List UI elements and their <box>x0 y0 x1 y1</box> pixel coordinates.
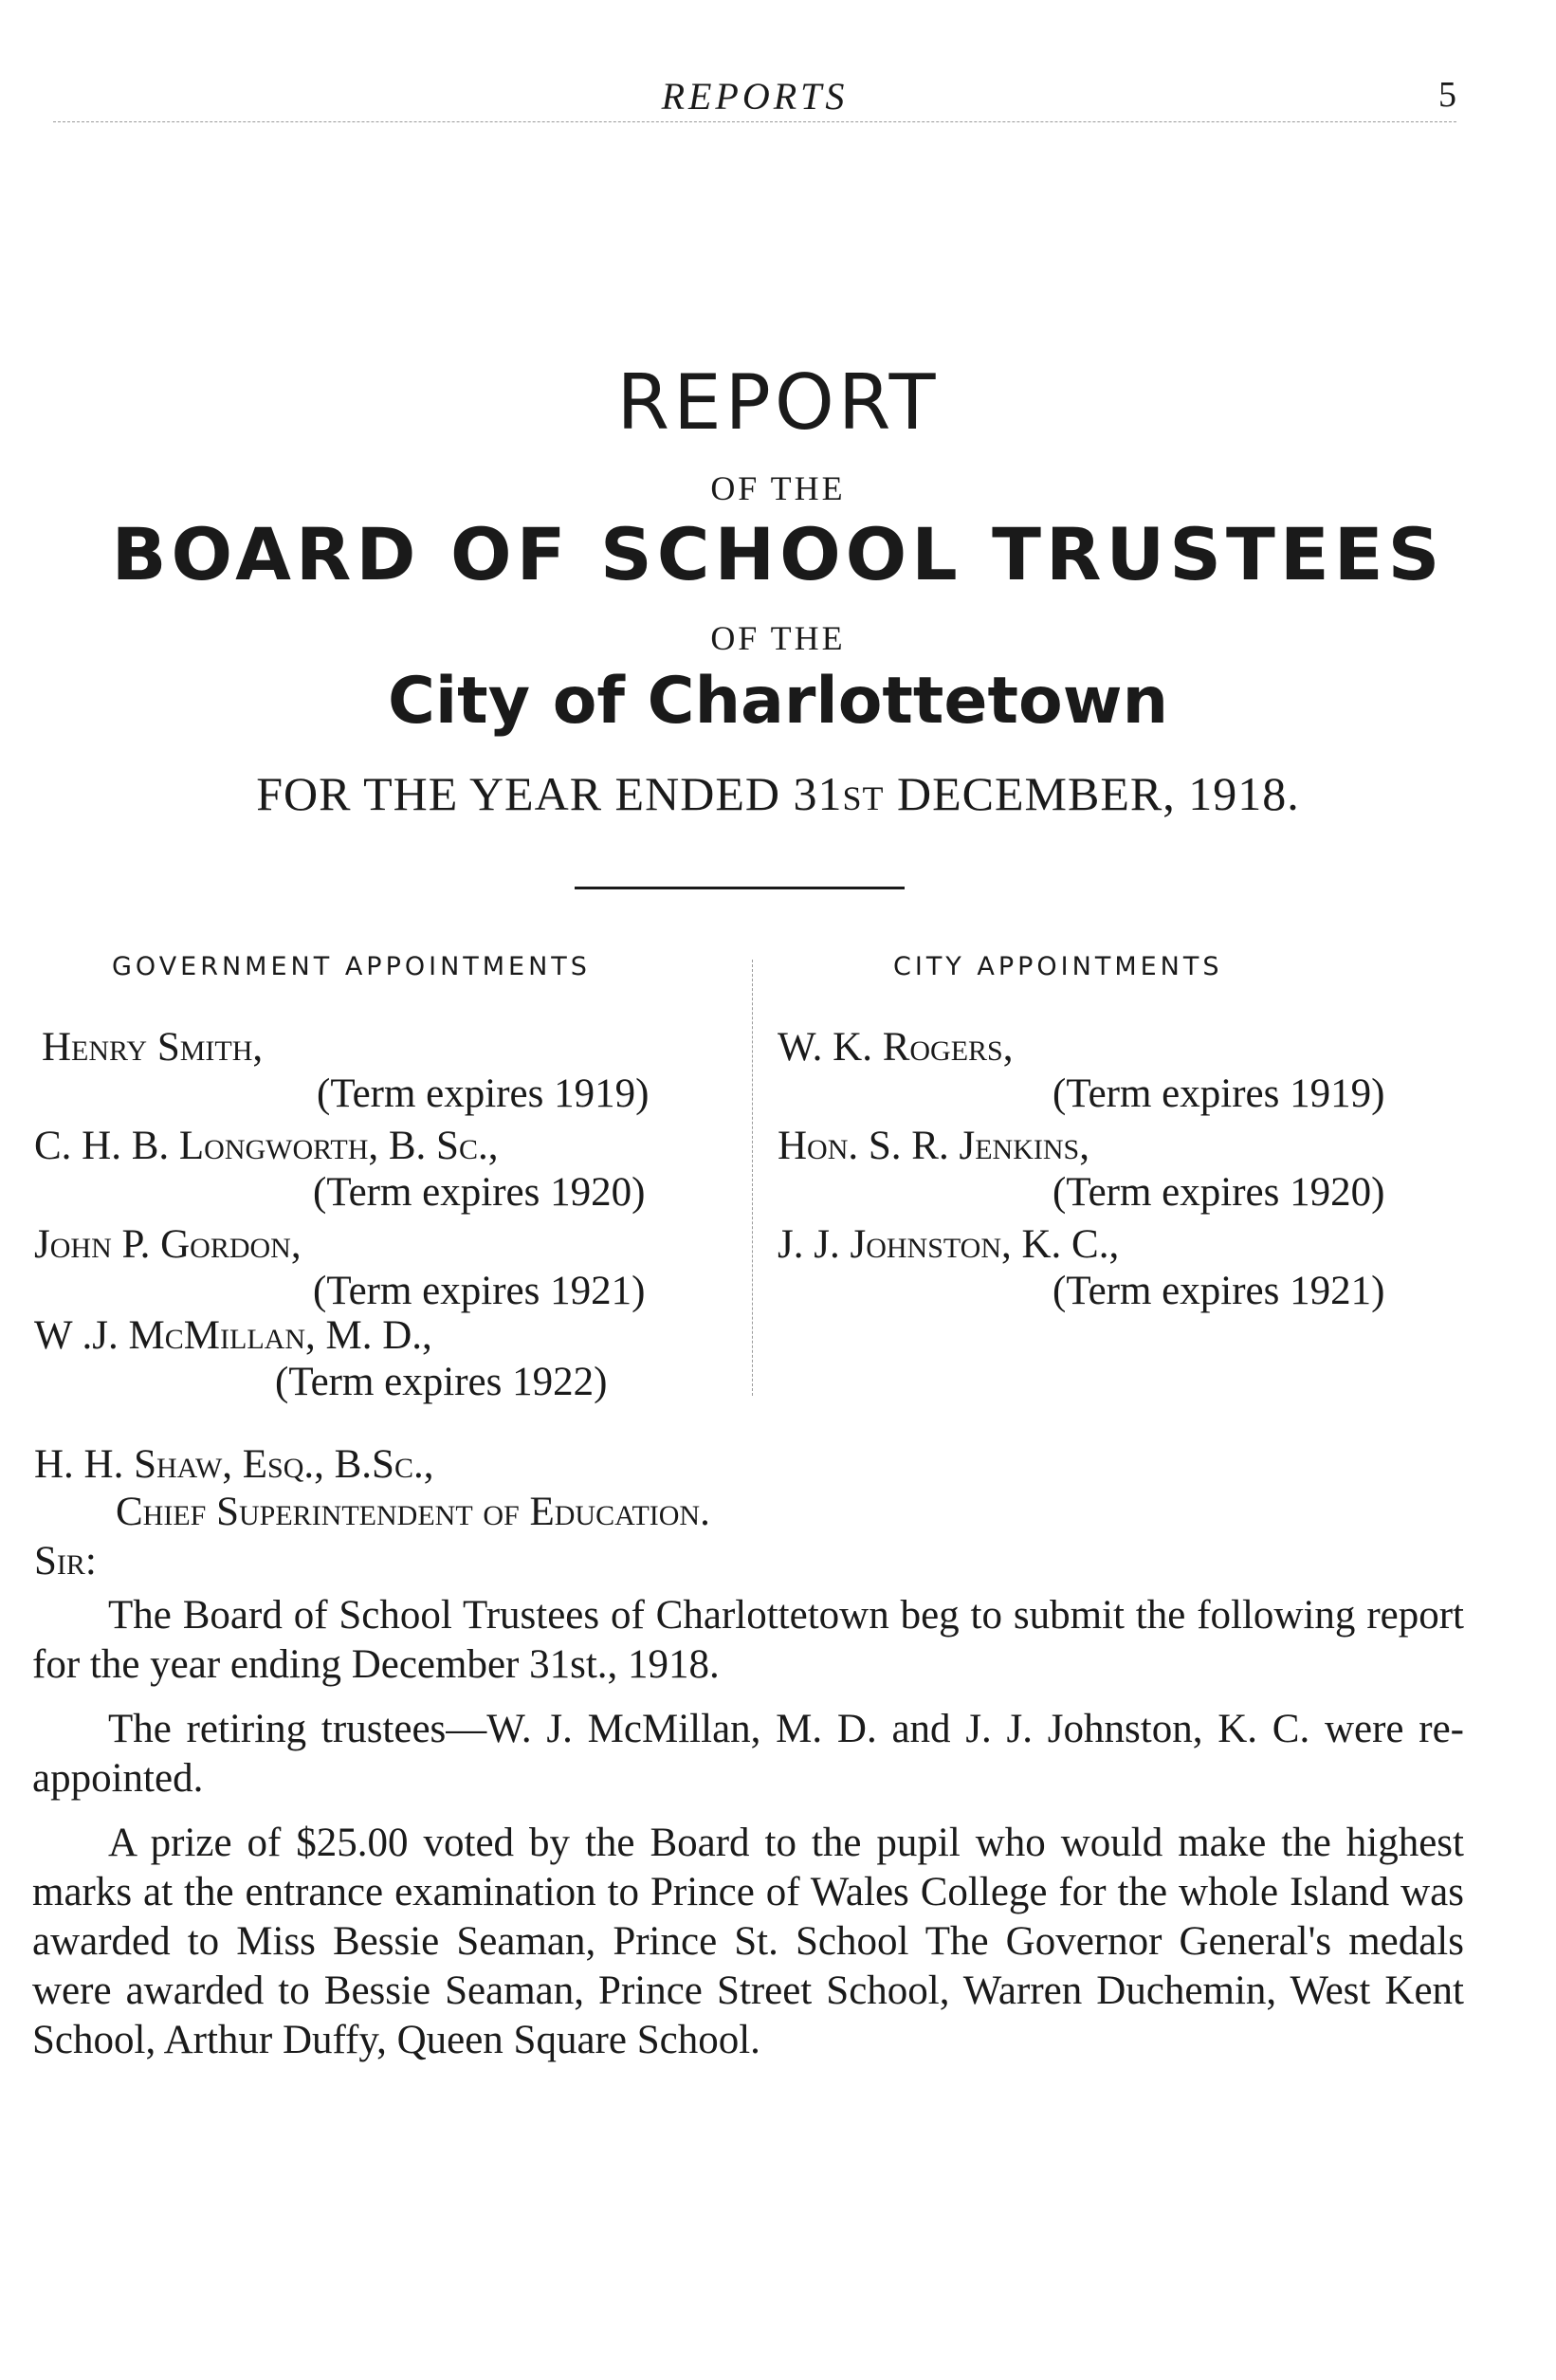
member-term: (Term expires 1919) <box>317 1071 650 1116</box>
year-line-a: FOR THE YEAR ENDED 31 <box>256 767 843 820</box>
board-heading: BOARD OF SCHOOL TRUSTEES <box>111 512 1445 596</box>
member-term: (Term expires 1919) <box>1053 1071 1385 1116</box>
paragraph: A prize of $25.00 voted by the Board to the pupil who would make the highest marks at the entrance examination to Prince of Wales College for the whole Island was awarded to Miss Bessie Seaman, Prince St. School The Governor General's medals were awarded to Bessie Seaman, Prince Street School, Warren Duchemin, West Kent School, Arthur Duffy, Queen Square School. <box>32 1821 1464 2062</box>
member-term: (Term expires 1922) <box>275 1360 608 1404</box>
city-heading: City of Charlottetown <box>387 664 1169 739</box>
member-name: Hon. S. R. Jenkins, <box>778 1124 1089 1168</box>
running-head <box>53 74 1456 122</box>
year-line-b: DECEMBER, 1918. <box>884 767 1300 820</box>
government-member <box>42 1024 649 1117</box>
government-member <box>34 1123 645 1216</box>
of-the-line-1: OF THE <box>710 469 846 507</box>
paragraph: The Board of School Trustees of Charlottetown beg to submit the following report for the year ending December 31st., 1918. <box>32 1593 1464 1687</box>
report-body <box>32 1591 1464 2080</box>
section-divider <box>575 887 905 889</box>
member-name: W. K. Rogers, <box>778 1025 1014 1070</box>
member-term: (Term expires 1920) <box>1053 1170 1385 1215</box>
member-term: (Term expires 1921) <box>313 1269 646 1313</box>
city-member <box>778 1123 1384 1216</box>
salutation: Sir: <box>34 1539 97 1584</box>
government-appointments-heading: GOVERNMENT APPOINTMENTS <box>112 952 591 981</box>
running-head-title: REPORTS <box>661 75 849 118</box>
member-term: (Term expires 1921) <box>1053 1269 1385 1313</box>
member-name: John P. Gordon, <box>34 1222 302 1267</box>
government-member <box>34 1312 607 1405</box>
addressee-title: Chief Superintendent of Education. <box>116 1490 710 1534</box>
addressee-name: H. H. Shaw, Esq., B.Sc., <box>34 1442 434 1487</box>
city-member <box>778 1024 1384 1117</box>
government-member <box>34 1221 645 1314</box>
member-name: W .J. McMillan, M. D., <box>34 1313 432 1358</box>
member-name: C. H. B. Longworth, B. Sc., <box>34 1124 499 1168</box>
year-line-suffix: ST <box>842 779 885 817</box>
report-heading: REPORT <box>616 358 940 447</box>
column-divider <box>752 960 753 1396</box>
page-number: 5 <box>1438 75 1456 115</box>
paragraph: The retiring trustees—W. J. McMillan, M. D. and J. J. Johnston, K. C. were re-appointed. <box>32 1707 1464 1801</box>
city-member <box>778 1221 1384 1314</box>
member-name: J. J. Johnston, K. C., <box>778 1222 1120 1267</box>
of-the-line-2: OF THE <box>710 619 846 657</box>
member-name: Henry Smith, <box>42 1025 264 1070</box>
member-term: (Term expires 1920) <box>313 1170 646 1215</box>
city-appointments-heading: CITY APPOINTMENTS <box>893 952 1223 981</box>
year-line <box>0 766 1556 821</box>
